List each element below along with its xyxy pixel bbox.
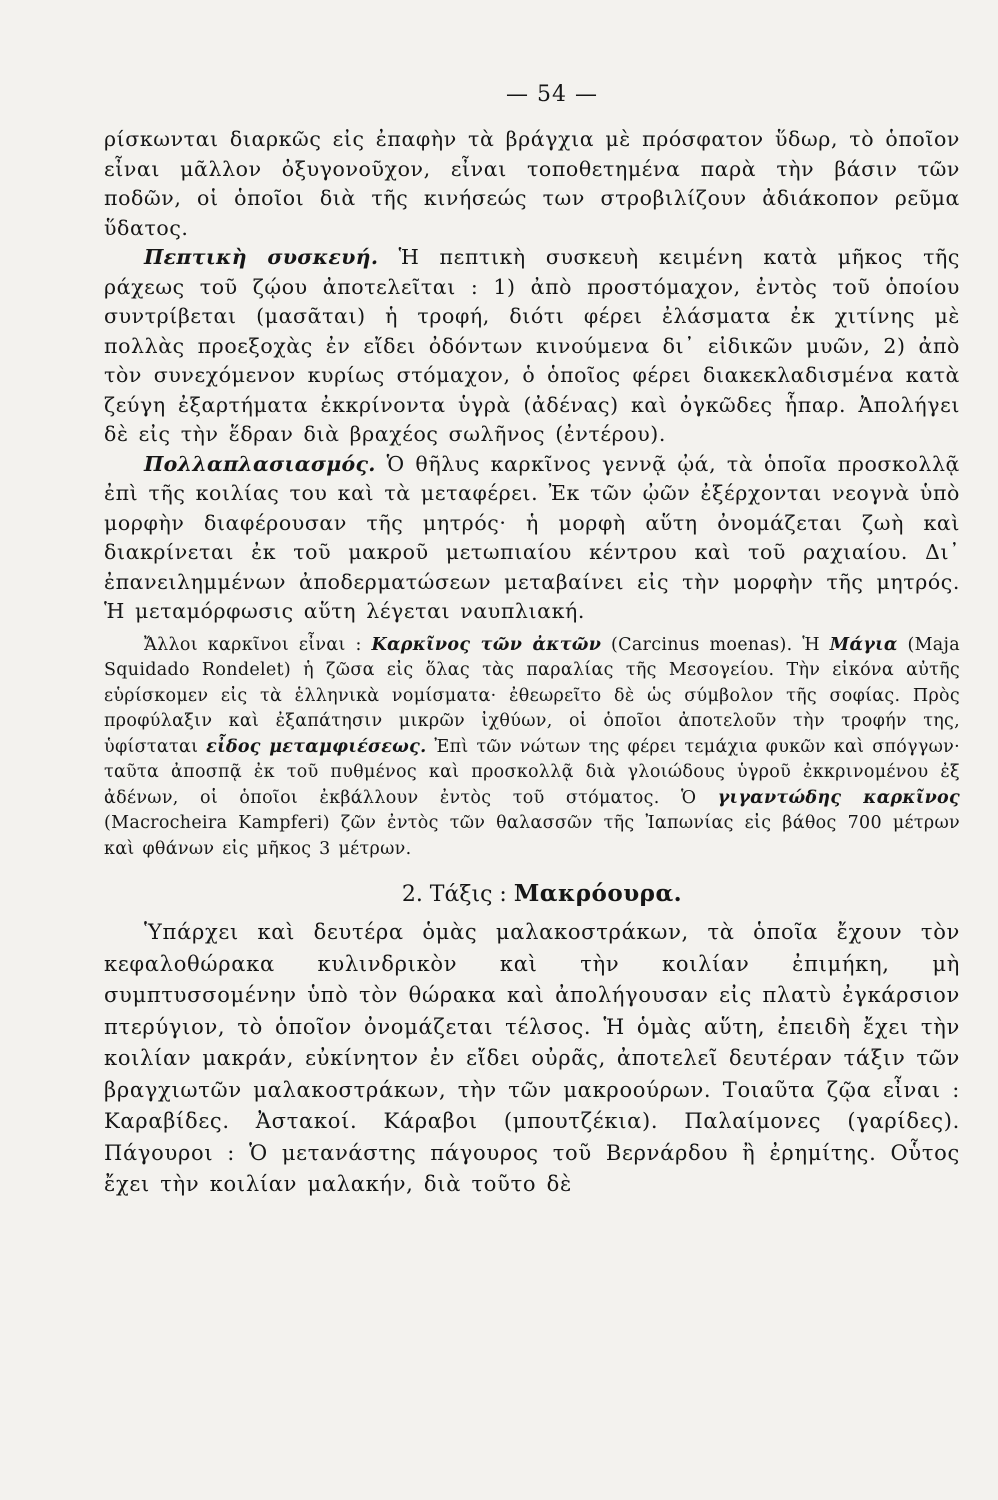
paragraph-macrura: Ὑπάρχει καὶ δευτέρα ὁμὰς μαλακοστράκων, τὰ ὁποῖα ἔχουν τὸν κεφαλοθώρακα κυλινδρικὸν καὶ τὴν κοιλίαν ἐπιμήκη, μὴ συμπτυσσομένην ὑπὸ τὸν θώρακα καὶ ἀπολήγουσαν εἰς πλατὺ ἐγκάρσιον πτερύγιον, τὸ ὁποῖον ὀνομάζεται τέλσος. Ἡ ὁμὰς αὕτη, ἐπειδὴ ἔχει τὴν κοιλίαν μακράν, εὐκίνητον ἐν εἴδει οὐρᾶς, ἀποτελεῖ δευτέραν τάξιν τῶν βραγχιωτῶν μαλακοστράκων, τὴν τῶν μακροούρων. Τοιαῦτα ζῷα εἶναι : Καραβίδες. Ἀστακοί. Κάραβοι (μπουτζέκια). Παλαίμονες (γαρίδες). Πάγουροι : Ὁ μετανάστης πάγουρος τοῦ Βερνάρδου ἢ ἐρημίτης. Οὗτος ἔχει τὴν κοιλίαν μαλακήν, διὰ τοῦτο δὲ bbox=[104, 920, 960, 1196]
run-in-heading-digestive: Πεπτικὴ συσκευή. bbox=[144, 245, 379, 269]
body-text-bottom bbox=[104, 917, 960, 1201]
section-title bbox=[104, 880, 960, 907]
run-in-heading-reproduction: Πολλαπλασιασμός. bbox=[144, 451, 376, 476]
body-text-top bbox=[104, 125, 960, 627]
note-text-1: Ἄλλοι καρκῖνοι εἶναι : bbox=[144, 634, 372, 655]
small-print-note bbox=[104, 633, 960, 863]
section-prefix: 2. Τάξις : bbox=[401, 882, 514, 907]
note-term-carcinus: Καρκῖνος τῶν ἀκτῶν bbox=[371, 634, 602, 655]
reproduction-text: Ὁ θῆλυς καρκῖνος γεννᾷ ᾠά, τὰ ὁποῖα προσκολλᾷ ἐπὶ τῆς κοιλίας του καὶ τὰ μεταφέρει. Ἐκ τῶν ᾠῶν ἐξέρχονται νεογνὰ ὑπὸ μορφὴν διαφέρουσαν τῆς μητρός· ἡ μορφὴ αὕτη ὀνομάζεται ζωὴ καὶ διακρίνεται ἐκ τοῦ μακροῦ μετωπιαίου κέντρου καὶ τοῦ ραχιαίου. Δι᾽ ἐπανειλημμένων ἀποδερματώσεων μεταβαίνει εἰς τὴν μορφὴν τῆς μητρός. Ἡ μεταμόρφωσις αὕτη λέγεται ναυπλιακή. bbox=[104, 451, 960, 623]
page-number: — 54 — bbox=[506, 82, 598, 107]
note-term-giant-crab: γιγαντώδης καρκῖνος bbox=[717, 787, 960, 808]
paragraph-gills: ρίσκωνται διαρκῶς εἰς ἐπαφὴν τὰ βράγχια μὲ πρόσφατον ὕδωρ, τὸ ὁποῖον εἶναι μᾶλλον ὀξυγονοῦχον, εἶναι τοποθετημένα παρὰ τὴν βάσιν τῶν ποδῶν, οἱ ὁποῖοι διὰ τῆς κινήσεώς των στροβιλίζουν ἀδιάκοπον ρεῦμα ὕδατος. bbox=[104, 127, 960, 240]
note-term-maja: Μάγια bbox=[829, 634, 898, 655]
paragraph-reproduction bbox=[104, 450, 960, 627]
note-text-2: (Carcinus moenas). Ἡ bbox=[601, 634, 830, 655]
digestive-text: Ἡ πεπτικὴ συσκευὴ κειμένη κατὰ μῆκος τῆς ράχεως τοῦ ζῴου ἀποτελεῖται : 1) ἀπὸ προστόμαχον, ἐντὸς τοῦ ὁποίου συντρίβεται (μασᾶται) ἡ τροφή, διότι φέρει ἐλάσματα ἐκ χιτίνης μὲ πολλὰς προεξοχὰς ἐν εἴδει ὀδόντων κινούμενα δι᾽ εἰδικῶν μυῶν, 2) ἀπὸ τὸν συνεχόμενον κυρίως στόμαχον, ὁ ὁποῖος φέρει διακεκλαδισμένα κατὰ ζεύγη ἐξαρτήματα ἐκκρίνοντα ὑγρὰ (ἀδένας) καὶ ὀγκῶδες ἧπαρ. Ἀπολήγει δὲ εἰς τὴν ἕδραν διὰ βραχέος σωλῆνος (ἐντέρου). bbox=[104, 245, 960, 446]
note-text-5: (Macrocheira Kampferi) ζῶν ἐντὸς τῶν θαλασσῶν τῆς Ἰαπωνίας εἰς βάθος 700 μέτρων καὶ φθάνων εἰς μῆκος 3 μέτρων. bbox=[104, 813, 960, 859]
note-text-3: (Maja Squidado Rondelet) ἡ ζῶσα εἰς ὅλας τὰς παραλίας τῆς Μεσογείου. Τὴν εἰκόνα αὐτῆς εὑρίσκομεν εἰς τὰ ἑλληνικὰ νομίσματα· ἐθεωρεῖτο δὲ ὡς σύμβολον τῆς σοφίας. Πρὸς προφύλαξιν καὶ ἐξαπάτησιν μικρῶν ἰχθύων, οἱ ὁποῖοι ἀποτελοῦν τὴν τροφήν της, ὑφίσταται bbox=[104, 634, 961, 757]
note-text-4: Ἐπὶ τῶν νώτων της φέρει τεμάχια φυκῶν καὶ σπόγγων· ταῦτα ἀποσπᾷ ἐκ τοῦ πυθμένος καὶ προσκολλᾷ διὰ γλοιώδους ὑγροῦ ἐκκρινομένου ἐξ ἀδένων, οἱ ὁποῖοι ἐκβάλλουν ἐντὸς τοῦ στόματος. Ὁ bbox=[104, 736, 960, 808]
section-name: Μακρόουρα. bbox=[513, 880, 683, 907]
note-term-disguise: εἶδος μεταμφιέσεως. bbox=[206, 736, 427, 757]
paragraph-digestive-system bbox=[104, 243, 960, 450]
note-paragraph bbox=[104, 633, 960, 863]
